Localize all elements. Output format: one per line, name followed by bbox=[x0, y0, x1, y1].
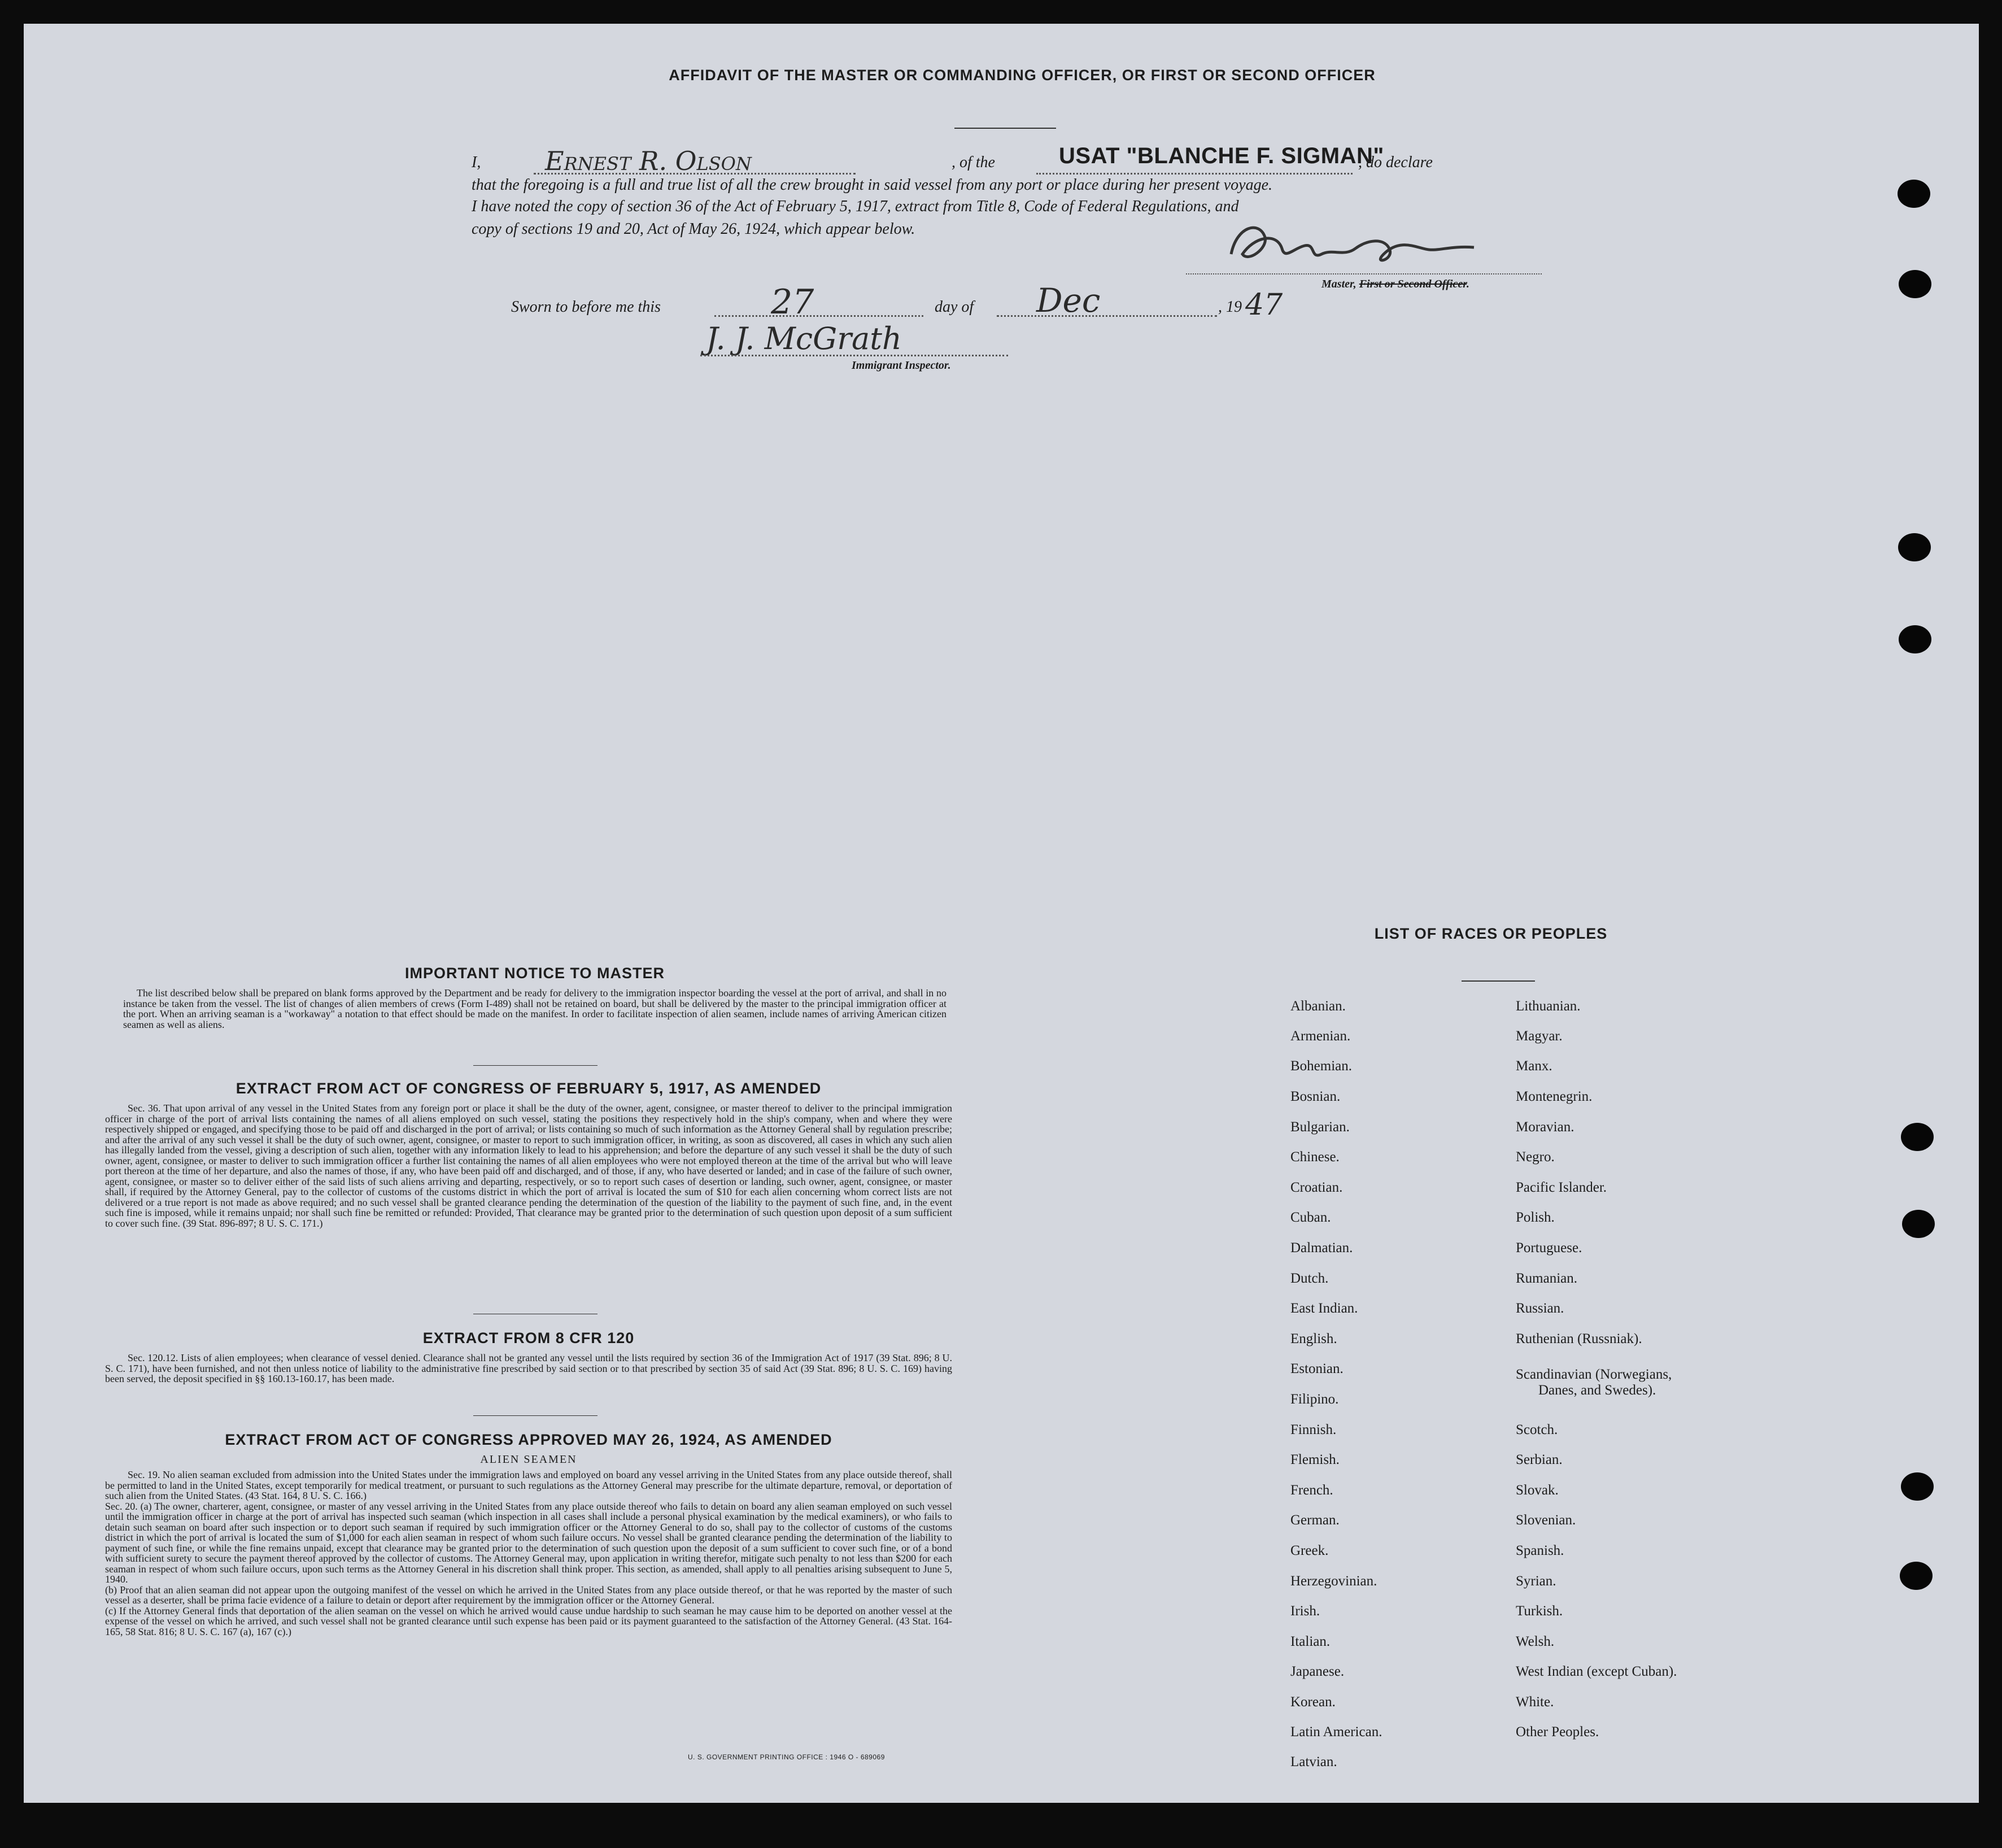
affidavit-title: AFFIDAVIT OF THE MASTER OR COMMANDING OFFICER, OR FIRST OR SECOND OFFICER bbox=[669, 67, 1376, 84]
race-item: Korean. bbox=[1290, 1694, 1336, 1710]
extract-cfr bbox=[105, 1330, 952, 1384]
punch-hole-3 bbox=[1898, 533, 1931, 561]
race-item: Welsh. bbox=[1516, 1634, 1555, 1649]
vessel-name: USAT "BLANCHE F. SIGMAN" bbox=[1059, 143, 1384, 168]
race-item: Ruthenian (Russniak). bbox=[1516, 1331, 1642, 1346]
race-item: Scandinavian (Norwegians, bbox=[1516, 1367, 1672, 1382]
race-item: Magyar. bbox=[1516, 1028, 1563, 1044]
affidavit-line-4: copy of sections 19 and 20, Act of May 26, 1924, which appear below. bbox=[472, 220, 915, 238]
races-title-underline bbox=[1462, 980, 1535, 982]
race-item: Other Peoples. bbox=[1516, 1724, 1599, 1740]
race-item: West Indian (except Cuban). bbox=[1516, 1664, 1677, 1679]
extract-1924-title: EXTRACT FROM ACT OF CONGRESS APPROVED MAY 26, 1924, AS AMENDED bbox=[225, 1431, 832, 1448]
master-name-dotted-line bbox=[534, 173, 856, 175]
race-item: Finnish. bbox=[1290, 1422, 1337, 1437]
notice-separator bbox=[473, 1065, 597, 1066]
vessel-dotted-line bbox=[1036, 173, 1353, 175]
race-item: Pacific Islander. bbox=[1516, 1180, 1607, 1195]
race-item: Flemish. bbox=[1290, 1452, 1340, 1467]
punch-hole-6 bbox=[1902, 1210, 1935, 1238]
notice-title: IMPORTANT NOTICE TO MASTER bbox=[405, 965, 665, 982]
punch-hole-2 bbox=[1899, 270, 1931, 298]
extract-cfr-separator bbox=[473, 1415, 597, 1416]
race-item: French. bbox=[1290, 1483, 1333, 1498]
race-item: Montenegrin. bbox=[1516, 1089, 1593, 1104]
notice-text: The list described below shall be prepared on blank forms approved by the Department and be ready for delivery to the immigration inspector boarding the vessel at the port of arrival, and shall in no instance be taken from the vessel. The list of changes of alien members of crews (Form I-489) shall not be retained on board, but shall be delivered by the master to the principal immigration officer at the port. When an arriving seaman is a "workaway" a notation to that effect should be made on the manifest. In order to facilitate inspection of alien seamen, include names of arriving American citizen seamen as well as aliens. bbox=[123, 987, 947, 1030]
races-title: LIST OF RACES OR PEOPLES bbox=[1374, 925, 1608, 942]
race-item: Japanese. bbox=[1290, 1664, 1345, 1679]
race-item: Bosnian. bbox=[1290, 1089, 1341, 1104]
race-item: Slovenian. bbox=[1516, 1513, 1576, 1528]
extract-1924-text: Sec. 19. No alien seaman excluded from admission into the United States under the immigration laws and employed on board any vessel arriving in the United States from any place outside thereof, shall be permitted to land in the United States, except temporarily for medical treatment, or pursuant to such regulations as the Attorney General may prescribe for the ultimate departure, removal, or deportation of such alien from the United States. (43 Stat. 164, 8 U. S. C. 166.) Sec. 20. (a) The owner, charterer, agent, consignee, or master of any vessel arriving in the United States from any place outside thereof who fails to detain on board any alien seaman employed on such vessel until the immigration officer in charge at the port of arrival has inspected such seaman (which inspection in all cases shall include a personal physical examination by the medical examiners), or who fails to detain such seaman on board after such inspection or to deport such seaman if required by such immigration officer or the Attorney General to do so, shall pay to the collector of customs of the customs district in which the port of arrival is located the sum of $1,000 for each alien seaman in respect of whom such failure occurs. No vessel shall be granted clearance pending the determination of the liability to payment of such fine, or while the fine remains unpaid, except that clearance may be granted prior to the determination of such question upon the deposit of a sum sufficient to cover such fine, or of a bond with sufficient surety to secure the payment thereof approved by the collector of customs. The Attorney General may, upon application in writing therefor, mitigate such penalty to not less than $200 for each seaman in respect of whom such failure occurs, upon such terms as the Attorney General in his discretion shall think proper. This section, as amended, shall apply to all penalties arising subsequent to June 5, 1940. (b) Proof that an alien seaman did not appear upon the outgoing manifest of the vessel on which he arrived in the United States from any place outside thereof, or that he was reported by the master of such vessel as a deserter, shall be prima facie evidence of a failure to detain or deport after requirement by the immigration officer or the Attorney General. (c) If the Attorney General finds that deportation of the alien seaman on the vessel on which he arrived would cause undue hardship to such seaman he may cause him to be deported on another vessel at the expense of the vessel on which he arrived, and such vessel shall not be granted clearance until such expense has been paid or its payment guaranteed to the satisfaction of the Attorney General. (43 Stat. 164-165, 58 Stat. 816; 8 U. S. C. 167 (a), 167 (c).) bbox=[105, 1469, 952, 1637]
of-the-text: , of the bbox=[952, 154, 995, 171]
i-prefix: I, bbox=[472, 154, 481, 171]
inspector-caption: Immigrant Inspector. bbox=[852, 359, 951, 372]
race-item: Rumanian. bbox=[1516, 1271, 1578, 1286]
race-item: Bulgarian. bbox=[1290, 1119, 1350, 1135]
affidavit-line-3: I have noted the copy of section 36 of the Act of February 5, 1917, extract from Title 8, Code of Federal Regulations, and bbox=[472, 198, 1239, 215]
race-item: Latin American. bbox=[1290, 1724, 1382, 1740]
extract-cfr-text: Sec. 120.12. Lists of alien employees; when clearance of vessel denied. Clearance shall not be granted any vessel until the lists required by section 36 of the Immigration Act of 1917 (39 Stat. 896; 8 U. S. C. 171), have been furnished, and not then unless notice of liability to the administrative fine prescribed by said section or to that prescribed by section 35 of said Act (39 Stat. 896; 8 U. S. C. 169) having been served, the deposit specified in §§ 160.13-160.17, has been made. bbox=[105, 1352, 952, 1384]
race-item: Italian. bbox=[1290, 1634, 1331, 1649]
race-item: Russian. bbox=[1516, 1301, 1564, 1316]
race-item: English. bbox=[1290, 1331, 1337, 1346]
race-item: Cuban. bbox=[1290, 1210, 1331, 1225]
sworn-month-dotted-line bbox=[997, 315, 1217, 317]
punch-hole-7 bbox=[1901, 1472, 1934, 1501]
race-item: Dutch. bbox=[1290, 1271, 1329, 1286]
race-item: Croatian. bbox=[1290, 1180, 1343, 1195]
race-item: Chinese. bbox=[1290, 1149, 1340, 1165]
extract-1917 bbox=[105, 1080, 952, 1228]
affidavit-line-2: that the foregoing is a full and true list of all the crew brought in said vessel from any port or place during her present voyage. bbox=[472, 176, 1273, 194]
race-item: Irish. bbox=[1290, 1603, 1320, 1619]
signature-caption-struck: First or Second Officer bbox=[1359, 278, 1467, 290]
punch-hole-1 bbox=[1898, 180, 1930, 208]
race-item: Moravian. bbox=[1516, 1119, 1574, 1135]
race-item: Herzegovinian. bbox=[1290, 1574, 1377, 1589]
punch-hole-8 bbox=[1900, 1562, 1933, 1590]
extract-1917-title: EXTRACT FROM ACT OF CONGRESS OF FEBRUARY 5, 1917, AS AMENDED bbox=[235, 1080, 822, 1097]
master-signature-line bbox=[1186, 272, 1542, 274]
printing-office-note: U. S. GOVERNMENT PRINTING OFFICE : 1946 O - 689069 bbox=[688, 1753, 885, 1761]
inspector-dotted-line bbox=[700, 355, 1008, 356]
signature-caption-master: Master, bbox=[1321, 278, 1359, 290]
race-item: Turkish. bbox=[1516, 1603, 1563, 1619]
race-item: Lithuanian. bbox=[1516, 999, 1581, 1014]
race-item: Armenian. bbox=[1290, 1028, 1351, 1044]
race-item: Scotch. bbox=[1516, 1422, 1558, 1437]
sworn-prefix: Sworn to before me this bbox=[511, 298, 661, 316]
title-underline bbox=[954, 128, 1056, 129]
sworn-day: 27 bbox=[771, 282, 814, 322]
important-notice bbox=[123, 965, 947, 1030]
race-item: Slovak. bbox=[1516, 1483, 1559, 1498]
race-item: White. bbox=[1516, 1694, 1554, 1710]
race-item: Portuguese. bbox=[1516, 1240, 1582, 1256]
sworn-year: 47 bbox=[1245, 288, 1283, 322]
extract-1924-subtitle: ALIEN SEAMEN bbox=[480, 1453, 577, 1466]
signature-caption bbox=[1321, 278, 1469, 291]
race-item: Manx. bbox=[1516, 1058, 1552, 1074]
inspector-signature: J. J. McGrath bbox=[706, 321, 902, 356]
race-item: Dalmatian. bbox=[1290, 1240, 1353, 1256]
do-declare-text: , do declare bbox=[1358, 154, 1433, 171]
race-item: Albanian. bbox=[1290, 999, 1346, 1014]
extract-cfr-title: EXTRACT FROM 8 CFR 120 bbox=[422, 1330, 635, 1346]
sworn-month: Dec bbox=[1036, 281, 1101, 320]
master-signature-image bbox=[1214, 215, 1480, 277]
race-item: German. bbox=[1290, 1513, 1340, 1528]
affidavit-line-1 bbox=[472, 143, 1545, 178]
race-item: Syrian. bbox=[1516, 1574, 1556, 1589]
race-item: Estonian. bbox=[1290, 1361, 1344, 1376]
race-item: Greek. bbox=[1290, 1543, 1329, 1558]
race-item: Serbian. bbox=[1516, 1452, 1563, 1467]
extract-1917-text: Sec. 36. That upon arrival of any vessel in the United States from any foreign port or place it shall be the duty of the owner, agent, consignee, or master thereof to deliver to the principal immigration officer in charge of the port of arrival lists containing the names of all aliens employed on such vessel, stating the positions they respectively hold in the ship's company, when and where they were respectively shipped or engaged, and specifying those to be paid off and discharged in the port of arrival; or lists containing so much of such information as the Attorney General shall by regulation prescribe; and after the arrival of any such vessel it shall be the duty of such owner, agent, consignee, or master to report to such immigration officer, in writing, as soon as discovered, all cases in which any such alien has illegally landed from the vessel, giving a description of such alien, together with any information likely to lead to his apprehension; and before the departure of any such vessel it shall be the duty of such owner, agent, consignee, or master to deliver to such immigration officer a further list containing the names of all alien employees who were not employed thereon at the time of the arrival but who will leave port thereon at the time of her departure, and also the names of those, if any, who have been paid off and discharged, and of those, if any, who have deserted or landed; and in case of the failure of such owner, agent, consignee, or master so to deliver either of the said lists of such aliens arriving and departing, respectively, or so to report such cases of desertion or landing, such owner, agent, consignee, or master shall, if required by the Attorney General, pay to the collector of customs of the customs district in which the port of arrival is located the sum of $10 for each alien concerning whom correct lists are not delivered or a true report is not made as above required; and no such vessel shall be granted clearance pending the determination of the question of the liability to the payment of such fine, and, in the event such fine is imposed, while it remains unpaid; nor shall such fine be remitted or refunded: Provided, That clearance may be granted prior to the determination of such question upon deposit of a sum sufficient to cover such fine. (39 Stat. 896-897; 8 U. S. C. 171.) bbox=[105, 1102, 952, 1229]
signature-caption-period: . bbox=[1466, 278, 1469, 290]
punch-hole-4 bbox=[1899, 625, 1931, 653]
race-item: Latvian. bbox=[1290, 1754, 1337, 1769]
master-name: Ernest R. Olson bbox=[545, 146, 752, 176]
extract-1924 bbox=[105, 1431, 952, 1637]
race-item: Negro. bbox=[1516, 1149, 1555, 1165]
year-prefix: , 19 bbox=[1218, 298, 1242, 316]
race-item: East Indian. bbox=[1290, 1301, 1358, 1316]
race-item: Polish. bbox=[1516, 1210, 1555, 1225]
punch-hole-5 bbox=[1901, 1123, 1934, 1151]
race-item: Filipino. bbox=[1290, 1392, 1339, 1407]
race-item: Danes, and Swedes). bbox=[1538, 1383, 1656, 1398]
race-item: Bohemian. bbox=[1290, 1058, 1353, 1074]
sworn-day-dotted-line bbox=[714, 315, 923, 317]
day-of-text: day of bbox=[935, 298, 974, 316]
race-item: Spanish. bbox=[1516, 1543, 1564, 1558]
